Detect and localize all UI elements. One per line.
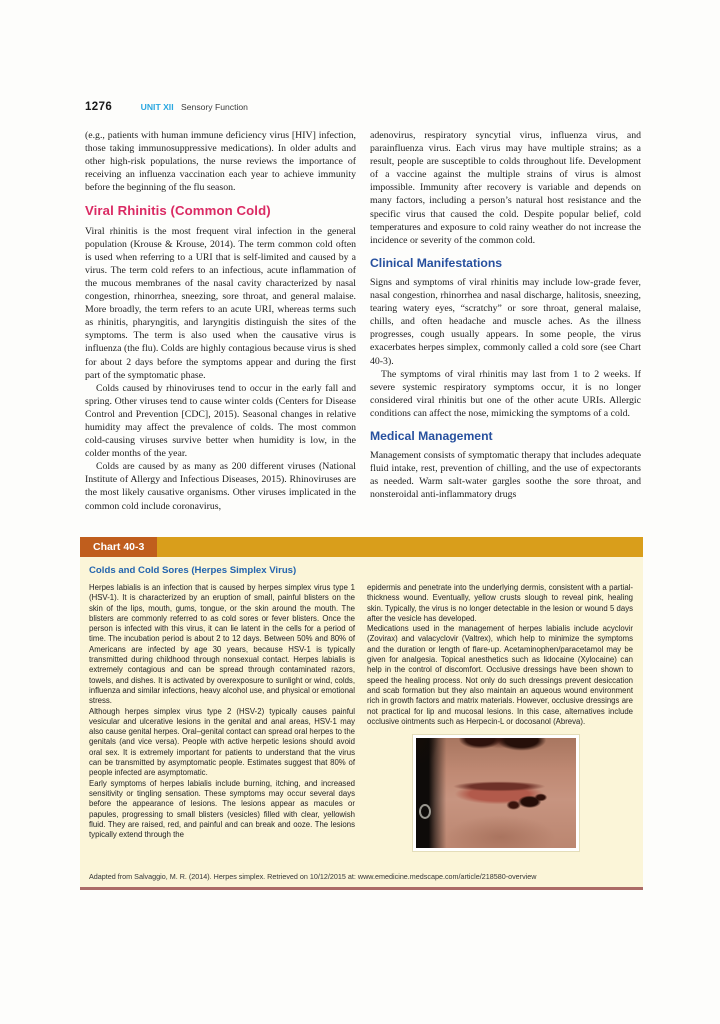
- chart-paragraph: Herpes labialis is an infection that is caused by herpes simplex virus type 1 (HSV-1). It is characterized by an eruption of small, painful blisters on the skin of the lips, mouth, gums, tongue, or the skin around the mouth. The blisters are commonly referred to as cold sores or fever blisters. Once the person is infected with this virus, it can lie latent in the cells for a period of time. The incubation period is about 2 to 12 days. Between 50% and 80% of Americans are infected by age 30 years, because HSV-1 is typically transmitted during childhood through nonsexual contact. Herpes labialis is extremely contagious and can be spread through contaminated razors, towels, and dishes. It is activated by overexposure to sunlight or wind, colds, influenza and similar infections, heavy alcohol use, and physical or emotional stress.: [89, 583, 355, 706]
- section-heading-viral-rhinitis: Viral Rhinitis (Common Cold): [85, 203, 271, 219]
- chart-right-column: [367, 583, 633, 851]
- earring-detail: [419, 804, 431, 819]
- paragraph: Signs and symptoms of viral rhinitis may include low-grade fever, nasal congestion, rhinorrhea and nasal discharge, halitosis, sneezing, tearing watery eyes, “scratchy” or sore throat, general malaise, chills, and often headache and muscle aches. As the illness progresses, cough usually appears. In some people, the virus exacerbates herpes simplex, commonly called a cold sore (see Chart 40-3).: [370, 276, 641, 367]
- paragraph: Viral rhinitis is the most frequent viral infection in the general population (Krouse & Krouse, 2014). The term common cold often is used when referring to a URI that is self-limited and caused by a virus. The term cold refers to an infectious, acute inflammation of the mucous membranes of the nasal cavity characterized by nasal congestion, rhinorrhea, sneezing, sore throat, and general malaise. More broadly, the term refers to an acute URI, whereas terms such as rhinitis, pharyngitis, and laryngitis distinguish the sites of the symptoms. The term is also used when the causative virus is influenza (the flu). Colds are highly contagious because virus is shed for about 2 days before the symptoms appear and during the first part of the symptomatic phase.: [85, 225, 356, 381]
- chart-header-bar: [80, 537, 643, 557]
- chart-columns: [89, 583, 634, 851]
- paragraph: Colds are caused by as many as 200 different viruses (National Institute of Allergy and Infectious Diseases, 2015). Rhinoviruses are the most likely causative organisms. Other viruses implicated in the common cold include coronavirus,: [85, 461, 356, 512]
- chart-body: [80, 557, 643, 890]
- chart-paragraph: epidermis and penetrate into the underlying dermis, consistent with a partial-thickness wound. Eventually, yellow crusts slough to reveal pink, healing skin. Typically, the virus is no longer detectable in the lesion or wound 5 days after the vesicle has developed.: [367, 583, 633, 623]
- paragraph: (e.g., patients with human immune deficiency virus [HIV] infection, those taking immunosuppressive medications). In older adults and other high-risk populations, the nurse reviews the importance of receiving an influenza vaccination each year to achieve immunity before the beginning of the flu season.: [85, 130, 356, 194]
- chart-left-column: [89, 583, 355, 851]
- main-text-columns: [85, 129, 641, 535]
- paragraph: Colds caused by rhinoviruses tend to occur in the early fall and spring. Other viruses tend to cause winter colds (Centers for Disease Control and Prevention [CDC], 2015). Seasonal changes in relative humidity may affect the prevalence of colds. The most common cold-causing viruses survive better when humidity is low, in the colder months of the year.: [85, 382, 356, 460]
- unit-label: UNIT XII: [140, 102, 174, 112]
- page-header: [85, 97, 641, 115]
- chart-40-3-box: [80, 537, 643, 890]
- left-column: [85, 129, 356, 535]
- page-number: 1276: [85, 101, 113, 113]
- heading-clinical-manifestations: Clinical Manifestations: [370, 255, 503, 270]
- cold-sore-photograph: [413, 735, 579, 851]
- chart-number-tab: Chart 40-3: [80, 537, 157, 557]
- paragraph: adenovirus, respiratory syncytial virus, influenza virus, and parainfluenza virus. Each virus may have multiple strains; as a result, people are susceptible to colds throughout life. Development of a vaccine against the multiple strains of virus is almost impossible. Immunity after recovery is variable and depends on many factors, including a person’s natural host resistance and the specific virus that caused the cold. Despite popular belief, cold temperatures and exposure to cold rainy weather do not increase the incidence or severity of the common cold.: [370, 130, 641, 246]
- chart-source-citation: Adapted from Salvaggio, M. R. (2014). Herpes simplex. Retrieved on 10/12/2015 at: www.emedicine.medscape.com/article/218580-overview: [89, 872, 537, 881]
- unit-title: Sensory Function: [181, 102, 248, 112]
- chart-title: Colds and Cold Sores (Herpes Simplex Virus): [89, 565, 297, 576]
- paragraph: The symptoms of viral rhinitis may last from 1 to 2 weeks. If severe systemic respiratory symptoms occur, it is no longer considered viral rhinitis but one of the other acute URIs. Allergic conditions can affect the nose, mimicking the symptoms of a cold.: [370, 368, 641, 419]
- chart-paragraph: Early symptoms of herpes labialis include burning, itching, and increased sensitivity or tingling sensation. These symptoms may occur several days before the appearance of lesions. The lesions appear as macules or papules, progressing to small blisters (vesicles) filled with clear, yellowish fluid. They are raised, red, and painful and can break and ooze. The lesions typically extend through the: [89, 778, 355, 840]
- paragraph: Management consists of symptomatic therapy that includes adequate fluid intake, rest, prevention of chilling, and the use of expectorants as needed. Warm salt-water gargles soothe the sore throat, and nonsteroidal anti-inflammatory drugs: [370, 450, 641, 501]
- heading-medical-management: Medical Management: [370, 428, 493, 443]
- figure-container: [413, 735, 633, 851]
- chart-paragraph: Although herpes simplex virus type 2 (HSV-2) typically causes painful vesicular and ulcerative lesions in the genital and anal areas, HSV-1 may also cause genital herpes. Oral–genital contact can spread oral herpes to the genitals (and vice versa). People with active herpetic lesions should avoid oral sex. It is extremely important for patients to understand that the virus can be transmitted by asymptomatic people. Estimates suggest that 80% of people infected are asymptomatic.: [89, 706, 355, 778]
- right-column: [370, 129, 641, 535]
- chart-paragraph: Medications used in the management of herpes labialis include acyclovir (Zovirax) and valacyclovir (Valtrex), which help to minimize the symptoms and the duration or length of flare-up. Acetaminophen/paracetamol may be given for analgesia. Topical anesthetics such as lidocaine (Xylocaine) can help in the control of discomfort. Occlusive dressings have been shown to speed the healing process. Not only do such dressings prevent desiccation and scab formation but they also maintain an aqueous wound environment rich in growth factors and matrix materials. However, occlusive dressings are not practical for lip and mucosal lesions. In this case, alternatives include occlusive ointments such as Herpecin-L or docosanol (Abreva).: [367, 624, 633, 726]
